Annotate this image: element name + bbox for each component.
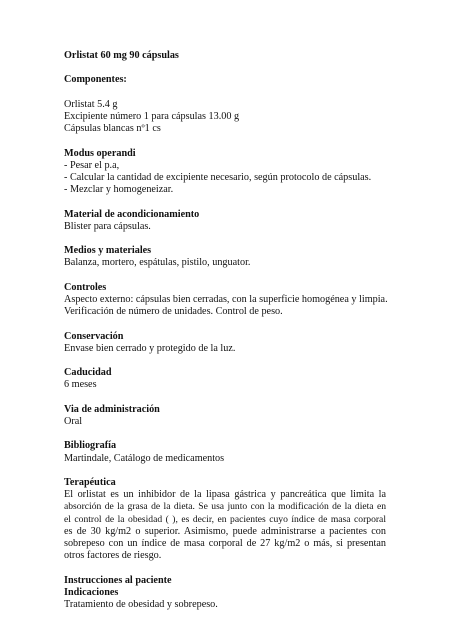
modus-line-2: - Calcular la cantidad de excipiente necesario, según protocolo de cápsulas. <box>64 171 372 183</box>
componentes-line-2: Excipiente número 1 para cápsulas 13.00 g <box>64 110 240 122</box>
bibliografia-heading: Bibliografía <box>64 440 117 452</box>
indicaciones-text: Tratamiento de obesidad y sobrepeso. <box>64 598 218 610</box>
conservacion-text: Envase bien cerrado y protegido de la luz. <box>64 342 236 354</box>
material-text: Blister para cápsulas. <box>64 220 151 232</box>
controles-heading: Controles <box>64 281 107 293</box>
modus-heading: Modus operandi <box>64 147 136 159</box>
document-title: Orlistat 60 mg 90 cápsulas <box>64 50 179 61</box>
medios-heading: Medios y materiales <box>64 245 152 257</box>
componentes-line-3: Cápsulas blancas nº1 cs <box>64 123 161 135</box>
terapeutica-line-4: es de 30 kg/m2 o superior. Asimismo, puede administrarse a pacientes con <box>64 525 386 537</box>
terapeutica-heading: Terapéutica <box>64 476 116 488</box>
terapeutica-line-1: El orlistat es un inhibidor de la lipasa gástrica y pancreática que limita la <box>64 489 386 501</box>
document-page <box>64 50 390 611</box>
indicaciones-heading: Indicaciones <box>64 586 119 598</box>
caducidad-text: 6 meses <box>64 379 97 391</box>
terapeutica-line-6: otros factores de riesgo. <box>64 550 162 562</box>
via-heading: Via de administración <box>64 403 160 415</box>
conservacion-heading: Conservación <box>64 330 124 342</box>
terapeutica-line-3: el control de la obesidad ( ), es decir, en pacientes cuyo índice de masa corporal <box>64 513 386 525</box>
medios-text: Balanza, mortero, espátulas, pistilo, unguator. <box>64 257 251 269</box>
terapeutica-line-5: sobrepeso con un índice de masa corporal de 27 kg/m2 o más, si presentan <box>64 537 386 549</box>
material-heading: Material de acondicionamiento <box>64 208 200 220</box>
instrucciones-heading: Instrucciones al paciente <box>64 574 172 586</box>
via-text: Oral <box>64 415 83 427</box>
terapeutica-line-2: absorción de la grasa de la dieta. Se usa junto con la modificación de la dieta en <box>64 501 386 513</box>
caducidad-heading: Caducidad <box>64 367 112 379</box>
controles-line-2: Verificación de número de unidades. Control de peso. <box>64 306 283 318</box>
modus-line-1: - Pesar el p.a, <box>64 159 120 171</box>
bibliografia-text: Martindale, Catálogo de medicamentos <box>64 452 225 464</box>
componentes-heading: Componentes: <box>64 74 127 86</box>
modus-line-3: - Mezclar y homogeneizar. <box>64 184 174 196</box>
controles-line-1: Aspecto externo: cápsulas bien cerradas, con la superficie homogénea y limpia. <box>64 293 388 305</box>
componentes-line-1: Orlistat 5.4 g <box>64 98 118 110</box>
